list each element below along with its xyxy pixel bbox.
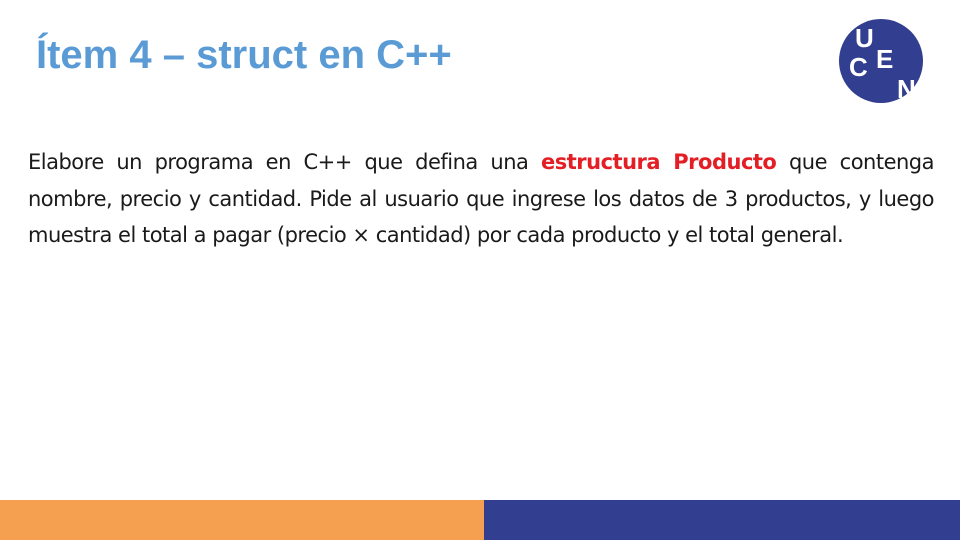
logo-letter-c: C <box>849 52 868 82</box>
logo-letter-u: U <box>855 23 874 53</box>
slide-title: Ítem 4 – struct en C++ <box>36 33 452 77</box>
logo-letter-n: N <box>897 74 916 104</box>
footer-bar-blue <box>484 500 960 540</box>
ucen-logo-icon <box>838 18 924 104</box>
logo-letter-e: E <box>876 44 894 74</box>
description-text-end: que contenga nombre, precio y cantidad. Pide al usuario que ingrese los datos de 3 productos, y luego muestra el total a pagar (precio × cantidad) por cada producto y el total general. <box>28 150 935 247</box>
highlight-struct-name: estructura Producto <box>541 150 777 174</box>
exercise-description <box>28 144 934 254</box>
footer-bar-orange <box>0 500 484 540</box>
description-text-start: Elabore un programa en C++ que defina una <box>28 150 541 174</box>
